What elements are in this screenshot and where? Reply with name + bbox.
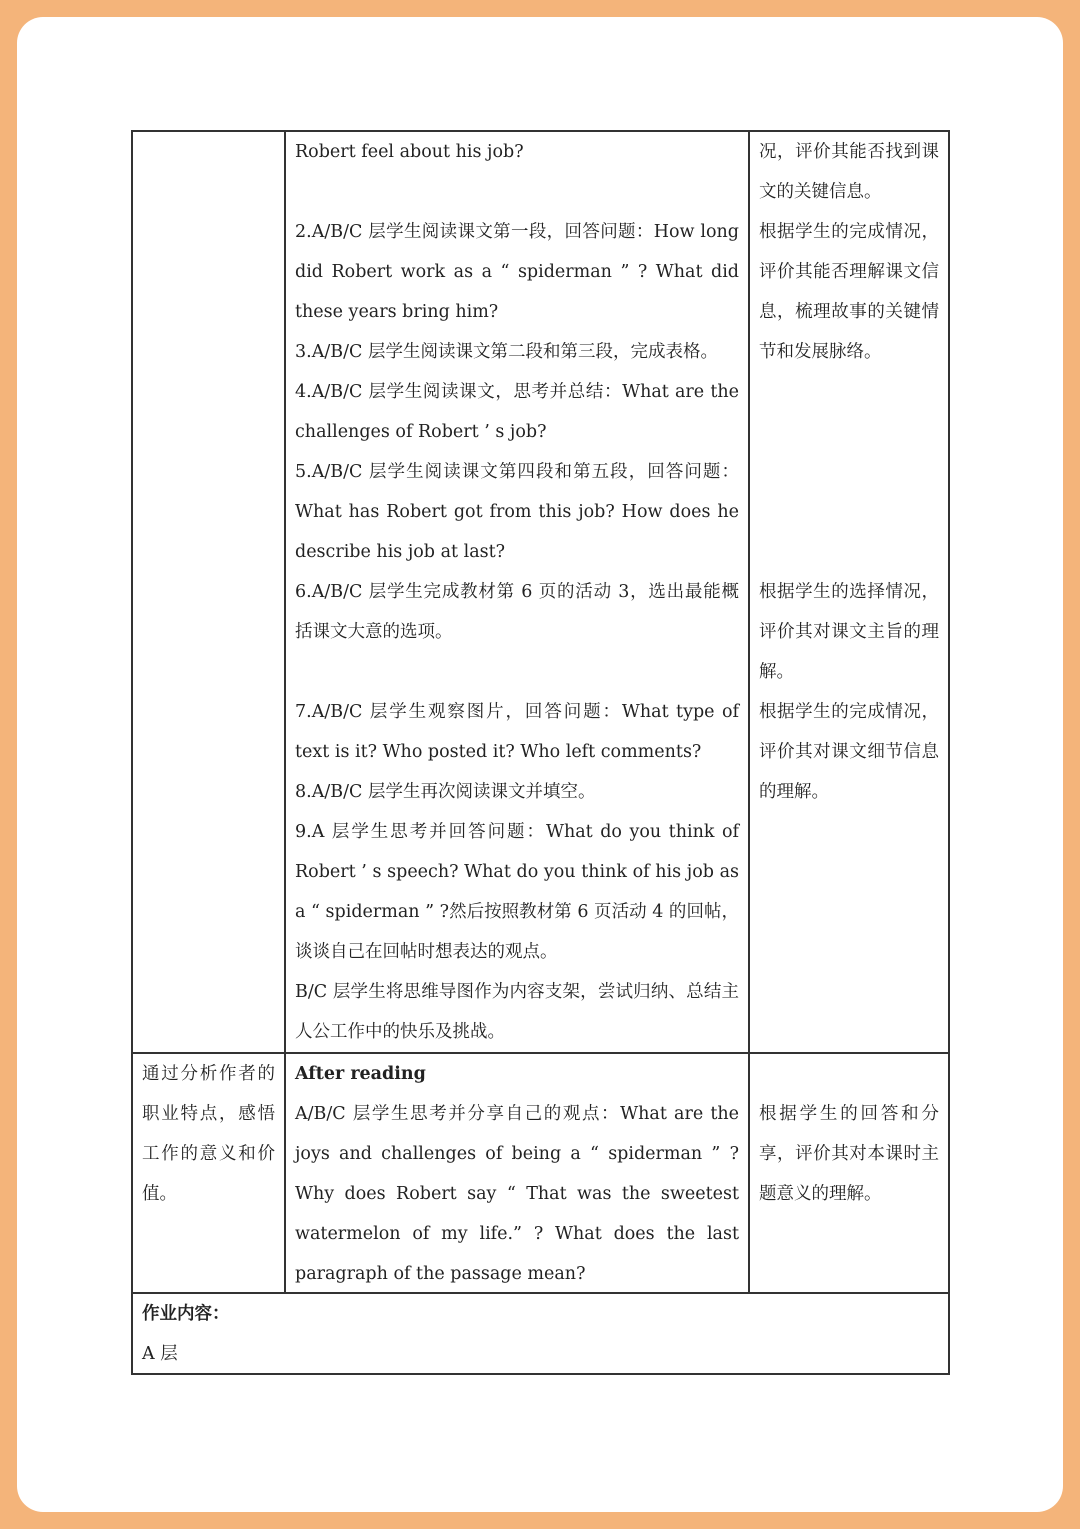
activity-item: 6.A/B/C 层学生完成教材第 6 页的活动 3，选出最能概括课文大意的选项。 <box>295 582 739 642</box>
activity-item: B/C 层学生将思维导图作为内容支架，尝试归纳、总结主人公工作中的快乐及挑战。 <box>295 982 739 1042</box>
activity-item: A/B/C 层学生思考并分享自己的观点：What are the joys and challenges of being a “ spiderman ” ? Why does Robert say “ That was the sweetest watermelon of my life.” ? What does the last paragraph of the passage mean? <box>295 1104 739 1284</box>
activity-item: 9.A 层学生思考并回答问题：What do you think of Robert ’ s speech? What do you think of his job as a “ spiderman ” ?然后按照教材第 6 页活动 4 的回帖，谈谈自己在回帖时想表达的观点。 <box>295 822 739 962</box>
evaluation-item: 根据学生的选择情况，评价其对课文主旨的理解。 <box>759 582 939 682</box>
row1-evaluation-cell <box>749 132 949 812</box>
evaluation-item: 根据学生的回答和分享，评价其对本课时主题意义的理解。 <box>759 1104 939 1204</box>
row2-objective-cell <box>132 1054 285 1214</box>
activity-item: 7.A/B/C 层学生观察图片，回答问题：What type of text is it? Who posted it? Who left comments? <box>295 702 739 762</box>
stage-title: After reading <box>295 1064 426 1084</box>
activity-item: 2.A/B/C 层学生阅读课文第一段，回答问题：How long did Robert work as a “ spiderman ” ? What did these years bring him? <box>295 222 739 322</box>
evaluation-item: 根据学生的完成情况，评价其能否理解课文信息，梳理故事的关键情节和发展脉络。 <box>759 222 939 362</box>
activity-item: 4.A/B/C 层学生阅读课文，思考并总结：What are the challenges of Robert ’ s job? <box>295 382 739 442</box>
activity-item: Robert feel about his job? <box>295 142 524 162</box>
homework-title: 作业内容： <box>142 1304 230 1324</box>
activity-item: 8.A/B/C 层学生再次阅读课文并填空。 <box>295 782 596 802</box>
evaluation-item: 况，评价其能否找到课文的关键信息。 <box>759 142 939 202</box>
homework-level: A 层 <box>142 1344 178 1364</box>
homework-cell <box>132 1294 949 1374</box>
activity-item: 5.A/B/C 层学生阅读课文第四段和第五段，回答问题：What has Robert got from this job? How does he describe his job at last? <box>295 462 739 562</box>
row2-activity-cell <box>285 1054 749 1294</box>
teaching-objective: 通过分析作者的职业特点，感悟工作的意义和价值。 <box>142 1064 275 1204</box>
row2-evaluation-cell <box>749 1054 949 1214</box>
evaluation-item: 根据学生的完成情况，评价其对课文细节信息的理解。 <box>759 702 939 802</box>
row1-activity-cell <box>285 132 749 1052</box>
activity-item: 3.A/B/C 层学生阅读课文第二段和第三段，完成表格。 <box>295 342 718 362</box>
